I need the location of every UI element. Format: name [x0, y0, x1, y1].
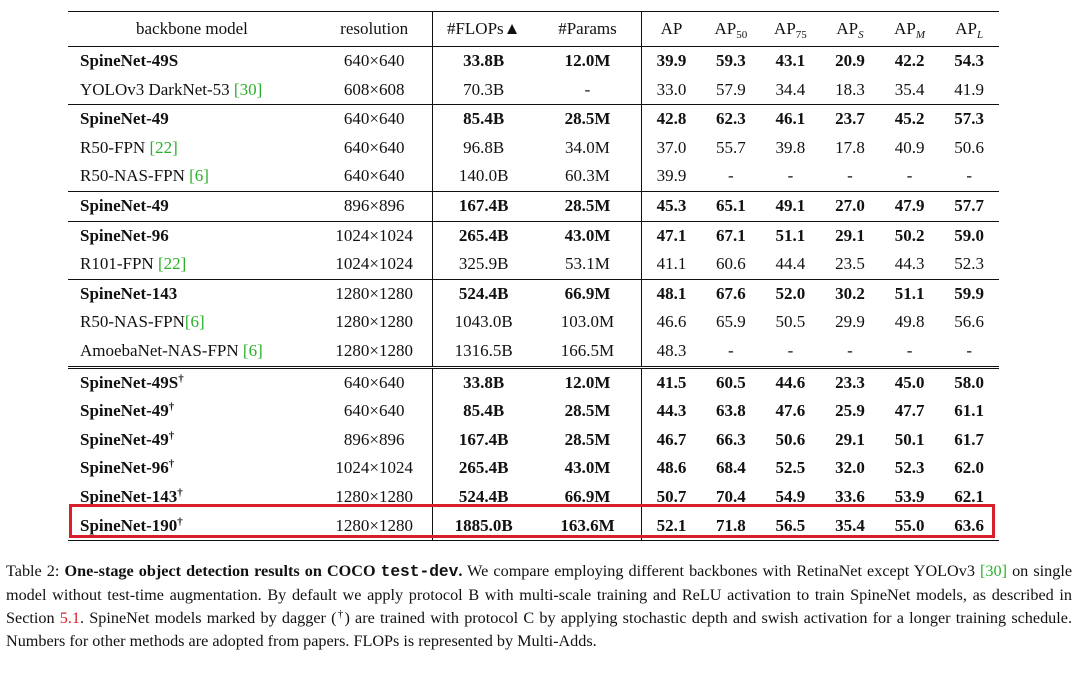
cell-ap75: 43.1: [775, 51, 806, 70]
cell-ap: 44.3: [641, 397, 701, 426]
cell-ap75: -: [787, 166, 794, 186]
cell-params: 53.1M: [565, 254, 610, 274]
cell-flops: 1043.0B: [433, 308, 534, 337]
table-row: [68, 483, 999, 512]
cell-ap75: 50.5: [775, 312, 806, 332]
cell-ap50: 62.3: [701, 105, 761, 134]
cell-params: 66.9M: [534, 279, 641, 308]
header-ap: AP: [641, 12, 701, 47]
results-table-wrap: [68, 11, 999, 541]
cell-ap: 37.0: [641, 134, 701, 163]
citation-link[interactable]: [6]: [242, 340, 263, 360]
cell-flops: 1316.5B: [433, 337, 534, 367]
cell-flops: 96.8B: [433, 134, 534, 163]
citation-link[interactable]: [6]: [184, 312, 205, 332]
cell-apm: 40.9: [894, 137, 925, 157]
cell-resolution: 896×896: [343, 429, 405, 449]
cell-aps: 35.4: [820, 512, 880, 541]
header-ap50: $AP_{50}$: [701, 12, 761, 47]
cell-aps: 18.3: [835, 79, 865, 99]
cell-aps: 29.9: [835, 312, 865, 332]
cell-backbone: SpineNet-49S: [80, 51, 179, 70]
cell-ap75: 49.1: [761, 191, 821, 221]
cell-ap75: 46.1: [761, 105, 821, 134]
cell-apl: 52.3: [954, 254, 985, 274]
cell-backbone: SpineNet-49: [68, 191, 316, 221]
cell-backbone: AmoebaNet-NAS-FPN [6]: [80, 340, 263, 360]
cell-resolution: 1024×1024: [335, 254, 413, 274]
table-row: [68, 250, 999, 279]
cell-ap: 46.7: [641, 426, 701, 455]
table-row: [68, 426, 999, 455]
cell-ap50: 60.5: [701, 367, 761, 397]
cell-flops: 1885.0B: [433, 512, 534, 541]
cell-apm: 47.7: [894, 401, 925, 421]
cell-apm: 45.2: [880, 105, 940, 134]
cell-ap50: 68.4: [715, 458, 746, 478]
cell-ap75: 44.4: [775, 254, 806, 274]
cell-flops: 33.8B: [433, 367, 534, 397]
cell-ap50: 57.9: [715, 79, 746, 99]
header-backbone: backbone model: [68, 12, 316, 47]
cell-params: 43.0M: [534, 221, 641, 250]
citation-link[interactable]: [6]: [189, 166, 209, 186]
cell-ap: 48.3: [641, 337, 701, 367]
cell-ap: 45.3: [641, 191, 701, 221]
cell-apl: 41.9: [954, 79, 985, 99]
cell-flops: 524.4B: [433, 483, 534, 512]
cell-resolution: 640×640: [316, 367, 433, 397]
cell-apl: 57.3: [939, 105, 999, 134]
table-caption: Table 2: One-stage object detection results on COCO test-dev. We compare employing different backbones with RetinaNet except YOLOv3 [30] on single model without test-time augmentation. By default we apply protocol B with multi-scale training and ReLU activation to train SpineNet models, as described in Section 5.1. SpineNet models marked by dagger (†) are trained with protocol C by applying stochastic depth and swish activation for a longer training schedule. Numbers for other methods are adopted from papers. FLOPs is represented by Multi-Adds.: [6, 562, 1073, 650]
cell-ap75: 34.4: [775, 79, 806, 99]
cell-ap50: -: [728, 166, 734, 186]
table-row: [68, 162, 999, 191]
cell-ap50: 65.1: [701, 191, 761, 221]
cell-aps: 23.3: [820, 367, 880, 397]
cell-flops: 70.3B: [433, 76, 534, 105]
table-row: [68, 397, 999, 426]
cell-backbone: SpineNet-190†: [68, 512, 316, 541]
cell-flops: 265.4B: [433, 221, 534, 250]
cell-apm: 51.1: [880, 279, 940, 308]
cell-apl: 59.0: [939, 221, 999, 250]
cell-resolution: 1280×1280: [335, 312, 413, 332]
caption-label: Table 2:: [6, 562, 65, 580]
cell-ap75: 52.5: [775, 458, 806, 478]
cell-apl: 58.0: [939, 367, 999, 397]
cell-ap50: 67.6: [701, 279, 761, 308]
table-row: [68, 279, 999, 308]
cell-params: 166.5M: [560, 340, 615, 360]
header-aps: $AP_S$: [820, 12, 880, 47]
cell-ap50: 60.6: [715, 254, 746, 274]
cell-ap: 33.0: [641, 76, 701, 105]
cell-ap75: 52.0: [761, 279, 821, 308]
cell-resolution: 896×896: [316, 191, 433, 221]
cell-ap50: 67.1: [701, 221, 761, 250]
cell-ap50: 66.3: [715, 429, 746, 449]
cell-apm: 55.0: [880, 512, 940, 541]
cell-ap50: 70.4: [715, 486, 746, 506]
citation-link[interactable]: [22]: [149, 137, 178, 157]
cell-resolution: 608×608: [343, 79, 405, 99]
cell-resolution: 1024×1024: [316, 221, 433, 250]
cell-backbone: R50-NAS-FPN[6]: [80, 312, 205, 332]
cell-apm: 50.1: [894, 429, 925, 449]
cell-ap: 48.1: [641, 279, 701, 308]
cell-backbone: SpineNet-143: [68, 279, 316, 308]
cell-apm: 52.3: [894, 458, 925, 478]
cell-params: 60.3M: [565, 166, 610, 186]
cell-aps: 23.5: [835, 254, 865, 274]
table-row: [68, 47, 999, 76]
cell-ap: 39.9: [641, 162, 701, 191]
table-row: [68, 367, 999, 397]
cell-params: 103.0M: [560, 312, 615, 332]
table-row: [68, 454, 999, 483]
cell-apl: 54.3: [954, 51, 985, 70]
cell-params: 28.5M: [534, 191, 641, 221]
cell-backbone: SpineNet-143†: [80, 486, 183, 506]
cell-backbone: SpineNet-49: [68, 105, 316, 134]
cell-ap: 41.1: [641, 250, 701, 279]
cell-ap: 48.6: [641, 454, 701, 483]
cell-apl: -: [966, 340, 973, 360]
cell-ap75: 39.8: [775, 137, 806, 157]
table-row: [68, 105, 999, 134]
cell-resolution: 1024×1024: [335, 458, 413, 478]
cell-flops: 325.9B: [433, 250, 534, 279]
cell-aps: 30.2: [820, 279, 880, 308]
caption-ref-30[interactable]: [30]: [980, 562, 1007, 580]
cell-backbone: SpineNet-49S†: [68, 367, 316, 397]
cell-resolution: 640×640: [343, 51, 405, 70]
cell-ap: 46.6: [641, 308, 701, 337]
cell-params: 43.0M: [564, 458, 611, 478]
cell-params: 28.5M: [564, 429, 611, 449]
cell-ap75: 51.1: [761, 221, 821, 250]
cell-flops: 85.4B: [433, 397, 534, 426]
cell-resolution: 640×640: [343, 401, 405, 421]
cell-apm: 50.2: [880, 221, 940, 250]
cell-flops: 140.0B: [433, 162, 534, 191]
table-row: [68, 512, 999, 541]
cell-resolution: 1280×1280: [335, 486, 413, 506]
cell-params: 12.0M: [534, 367, 641, 397]
cell-backbone: R50-FPN [22]: [80, 137, 178, 157]
cell-apl: 61.7: [954, 429, 985, 449]
caption-title: One-stage object detection results on COCO test-dev.: [64, 562, 463, 581]
cell-flops: 167.4B: [433, 191, 534, 221]
cell-params: 28.5M: [534, 105, 641, 134]
cell-backbone: SpineNet-49†: [80, 429, 175, 449]
cell-resolution: 640×640: [316, 105, 433, 134]
cell-backbone: SpineNet-96: [68, 221, 316, 250]
cell-aps: 29.1: [835, 429, 865, 449]
cell-apl: 56.6: [954, 312, 985, 332]
table-row: [68, 191, 999, 221]
cell-aps: -: [847, 340, 853, 360]
cell-ap75: 44.6: [761, 367, 821, 397]
header-apl: $AP_L$: [939, 12, 999, 47]
cell-ap50: -: [728, 340, 734, 360]
cell-aps: 23.7: [820, 105, 880, 134]
cell-ap: 39.9: [641, 47, 701, 76]
cell-resolution: 640×640: [343, 137, 405, 157]
cell-apm: 49.8: [894, 312, 925, 332]
cell-aps: 29.1: [820, 221, 880, 250]
cell-backbone: R101-FPN [22]: [80, 254, 187, 274]
cell-ap50: 65.9: [715, 312, 746, 332]
cell-apl: 61.1: [954, 401, 985, 421]
cell-params: 12.0M: [564, 51, 611, 70]
cell-backbone: YOLOv3 DarkNet-53 [30]: [80, 79, 263, 99]
cell-params: 163.6M: [534, 512, 641, 541]
cell-ap75: 56.5: [761, 512, 821, 541]
cell-ap: 42.8: [641, 105, 701, 134]
cell-aps: 20.9: [835, 51, 865, 70]
cell-params: 28.5M: [564, 401, 611, 421]
cell-ap: 41.5: [641, 367, 701, 397]
cell-ap: 52.1: [641, 512, 701, 541]
cell-apl: 59.9: [939, 279, 999, 308]
header-row: [68, 12, 999, 47]
cell-backbone: SpineNet-96†: [80, 458, 175, 478]
results-table: [68, 11, 999, 541]
table-row: [68, 308, 999, 337]
cell-apl: 57.7: [939, 191, 999, 221]
cell-backbone: SpineNet-49†: [80, 401, 175, 421]
cell-flops: 524.4B: [433, 279, 534, 308]
cell-apl: 50.6: [954, 137, 985, 157]
cell-ap50: 71.8: [701, 512, 761, 541]
cell-ap75: 47.6: [775, 401, 806, 421]
table-row: [68, 337, 999, 367]
header-params: #Params: [534, 12, 641, 47]
cell-aps: 33.6: [835, 486, 865, 506]
cell-aps: 27.0: [820, 191, 880, 221]
citation-link[interactable]: [30]: [233, 79, 263, 99]
cell-flops: 265.4B: [433, 454, 534, 483]
cell-apl: -: [966, 166, 973, 186]
cell-apm: 42.2: [894, 51, 925, 70]
cell-ap50: 55.7: [715, 137, 746, 157]
citation-link[interactable]: [22]: [157, 254, 187, 274]
cell-aps: 32.0: [835, 458, 865, 478]
cell-resolution: 1280×1280: [335, 340, 413, 360]
cell-aps: 17.8: [835, 137, 865, 157]
cell-flops: 85.4B: [433, 105, 534, 134]
cell-params: -: [584, 79, 591, 99]
cell-ap75: 54.9: [775, 486, 806, 506]
cell-aps: -: [847, 166, 853, 186]
cell-params: 66.9M: [564, 486, 611, 506]
cell-resolution: 1280×1280: [316, 279, 433, 308]
cell-apm: -: [906, 166, 913, 186]
table-row: [68, 76, 999, 105]
table-row: [68, 221, 999, 250]
cell-ap50: 59.3: [715, 51, 746, 70]
caption-ref-section[interactable]: 5.1: [59, 609, 81, 627]
cell-apm: 53.9: [894, 486, 925, 506]
cell-ap: 47.1: [641, 221, 701, 250]
cell-flops: 33.8B: [433, 47, 534, 76]
cell-apm: -: [906, 340, 913, 360]
cell-resolution: 1280×1280: [316, 512, 433, 541]
cell-flops: 167.4B: [433, 426, 534, 455]
cell-apl: 62.1: [954, 486, 985, 506]
cell-backbone: R50-NAS-FPN [6]: [80, 166, 209, 186]
header-apm: $AP_M$: [880, 12, 940, 47]
cell-apm: 45.0: [880, 367, 940, 397]
cell-params: 34.0M: [565, 137, 610, 157]
cell-aps: 25.9: [835, 401, 865, 421]
header-resolution: resolution: [316, 12, 433, 47]
cell-ap75: 50.6: [775, 429, 806, 449]
cell-apl: 62.0: [954, 458, 985, 478]
table-row: [68, 134, 999, 163]
cell-resolution: 640×640: [343, 166, 405, 186]
cell-apl: 63.6: [939, 512, 999, 541]
cell-ap50: 63.8: [715, 401, 746, 421]
cell-ap: 50.7: [641, 483, 701, 512]
cell-apm: 35.4: [894, 79, 925, 99]
cell-apm: 44.3: [894, 254, 925, 274]
cell-ap75: -: [787, 340, 794, 360]
header-ap75: $AP_{75}$: [761, 12, 821, 47]
cell-apm: 47.9: [880, 191, 940, 221]
header-flops: #FLOPs▲: [433, 12, 534, 47]
